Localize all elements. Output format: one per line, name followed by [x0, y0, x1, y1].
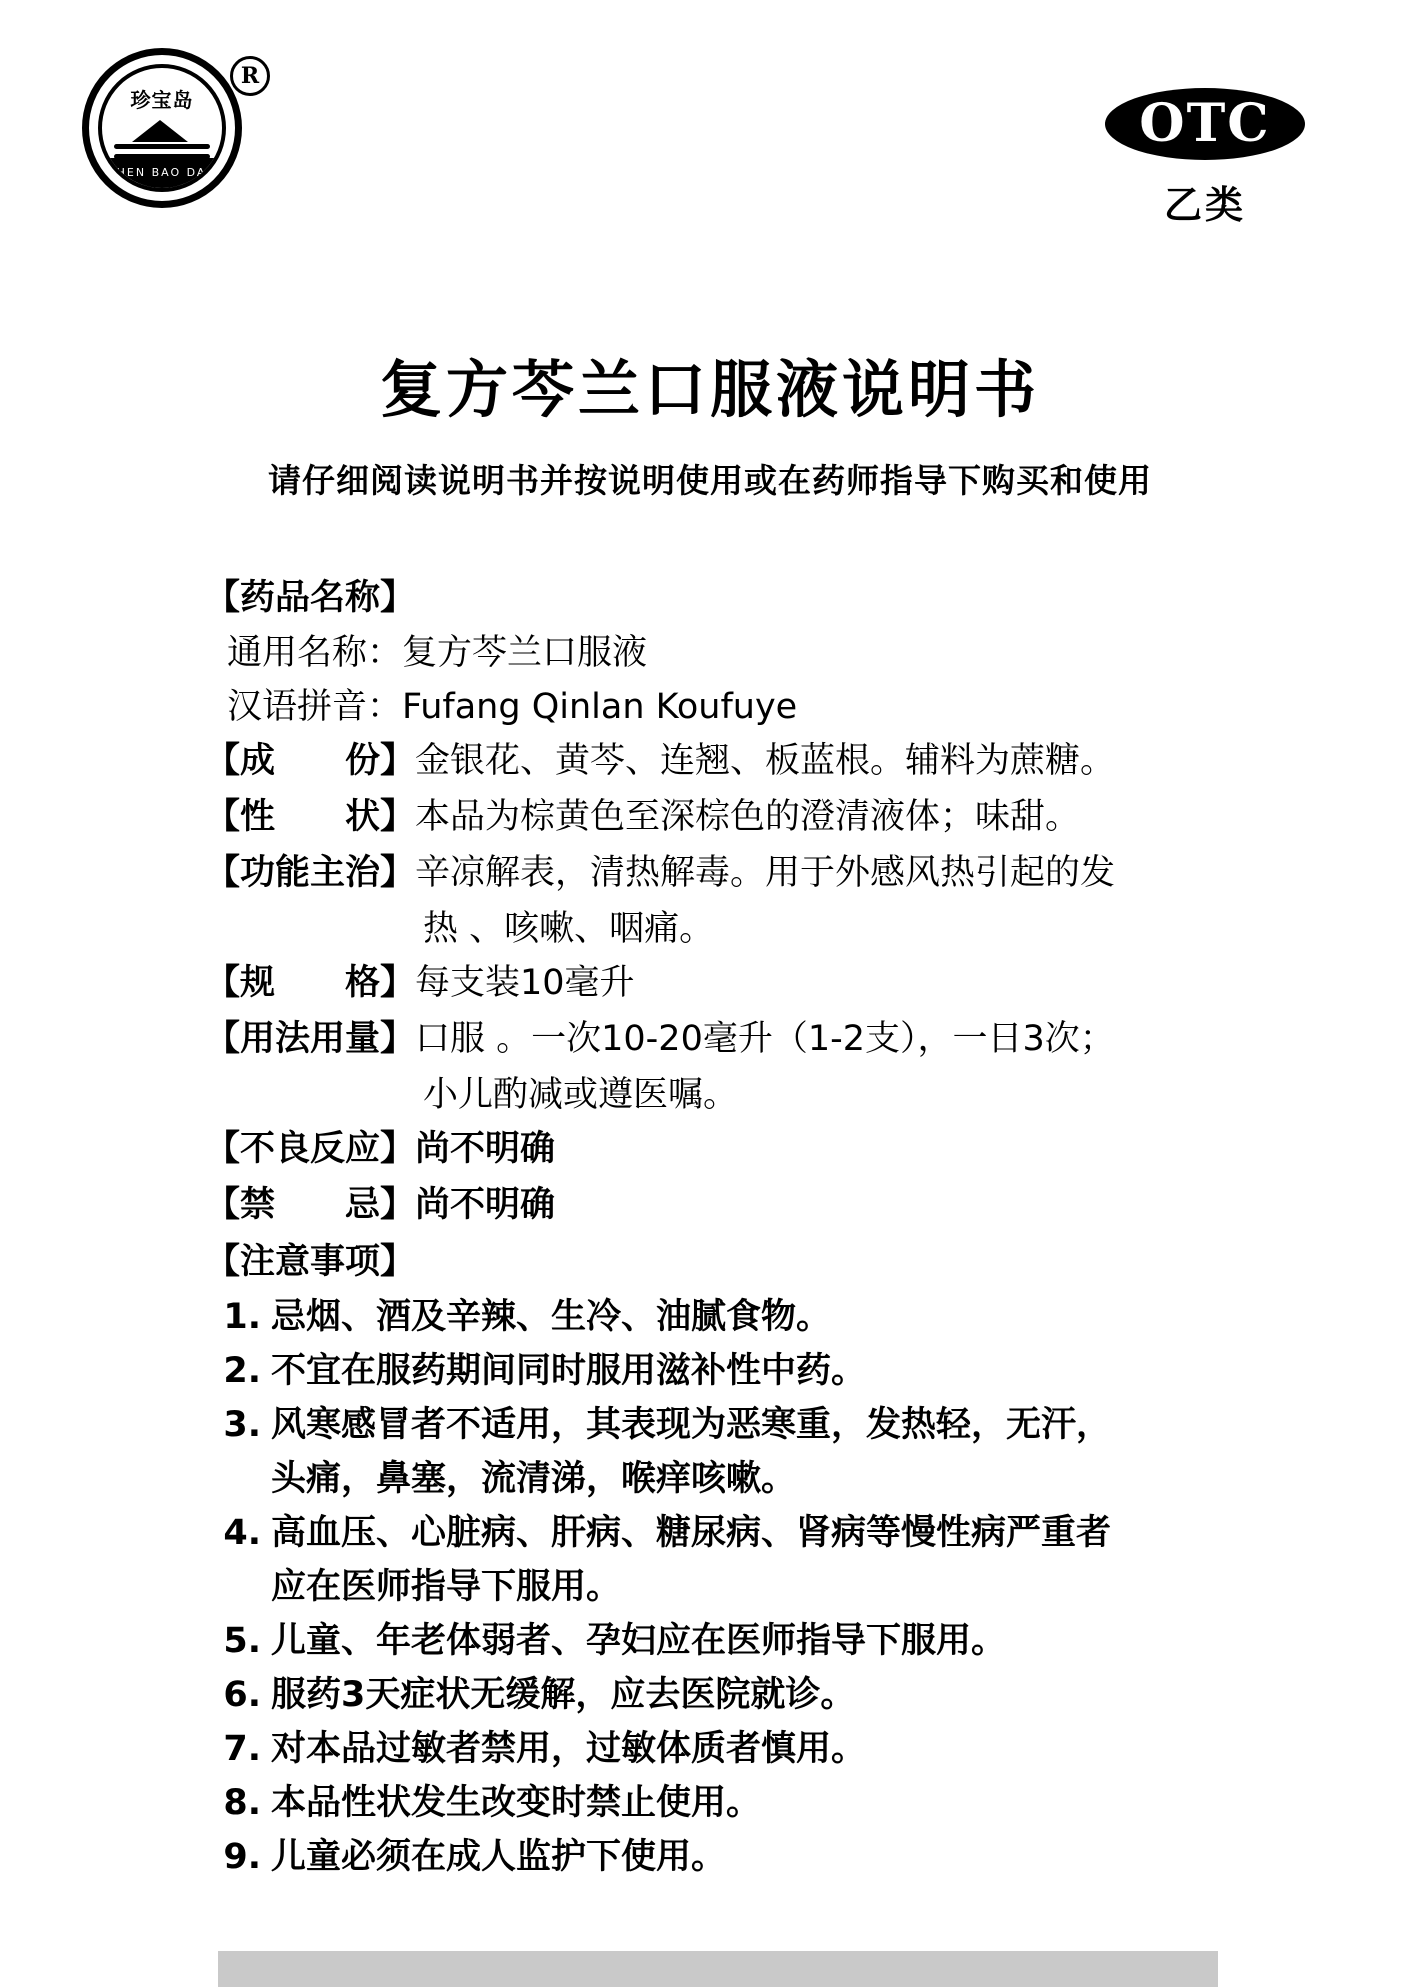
registered-trademark-icon: R — [230, 56, 270, 96]
section-specification — [205, 956, 1255, 1010]
list-item-text-line1: 风寒感冒者不适用，其表现为恶寒重，发热轻，无汗， — [271, 1405, 1112, 1445]
list-item — [205, 1830, 1255, 1884]
pinyin-row — [227, 680, 1255, 734]
generic-name-row — [227, 626, 1255, 680]
list-item-number: 9. — [223, 1837, 261, 1877]
ingredients-value: 金银花、黄芩、连翘、板蓝根。辅料为蔗糖。 — [415, 741, 1116, 781]
list-item-text: 儿童必须在成人监护下使用。 — [271, 1837, 727, 1877]
list-item-text: 不宜在服药期间同时服用滋补性中药。 — [271, 1351, 867, 1391]
section-precautions-label: 【注意事项】 — [205, 1242, 416, 1282]
indications-label: 【功能主治】 — [205, 853, 416, 893]
logo-brand-cn: 珍宝岛 — [130, 88, 194, 112]
list-item-text: 服药3天症状无缓解，应去医院就诊。 — [271, 1675, 856, 1715]
generic-name-value: 复方芩兰口服液 — [402, 633, 648, 673]
logo-mountain-wave-icon — [112, 120, 212, 160]
brand-logo — [82, 48, 262, 218]
otc-badge: OTC — [1105, 88, 1305, 160]
list-item-number: 2. — [223, 1351, 261, 1391]
list-item-text-line1: 高血压、心脏病、肝病、糖尿病、肾病等慢性病严重者 — [271, 1513, 1112, 1553]
pinyin-value: Fufang Qinlan Koufuye — [402, 687, 798, 727]
section-adverse-reactions — [205, 1122, 1255, 1176]
indications-value-line2: 热 、咳嗽、咽痛。 — [423, 909, 715, 949]
list-item-text: 忌烟、酒及辛辣、生冷、油腻食物。 — [271, 1297, 832, 1337]
indications-value: 辛凉解表，清热解毒。用于外感风热引起的发 — [415, 853, 1116, 893]
section-ingredients — [205, 734, 1255, 788]
list-item — [205, 1614, 1255, 1668]
properties-value: 本品为棕黄色至深棕色的澄清液体；味甜。 — [415, 797, 1081, 837]
list-item-text: 儿童、年老体弱者、孕妇应在医师指导下服用。 — [271, 1621, 1007, 1661]
adverse-label: 【不良反应】 — [205, 1129, 416, 1169]
properties-label: 【性 状】 — [205, 797, 416, 837]
list-item-number: 7. — [223, 1729, 261, 1769]
list-item-number: 4. — [223, 1513, 261, 1553]
precautions-list — [205, 1290, 1255, 1884]
document-header — [0, 0, 1420, 270]
list-item — [205, 1398, 1255, 1506]
list-item-text — [271, 1506, 1255, 1614]
adverse-value: 尚不明确 — [415, 1129, 556, 1169]
otc-class-label: 乙类 — [1163, 183, 1246, 227]
list-item-number: 8. — [223, 1783, 261, 1823]
specification-value: 每支装10毫升 — [415, 963, 635, 1003]
list-item-text-line2: 应在医师指导下服用。 — [271, 1567, 622, 1607]
section-contraindications — [205, 1178, 1255, 1232]
list-item-number: 3. — [223, 1405, 261, 1445]
list-item-number: 6. — [223, 1675, 261, 1715]
logo-inner-ring — [98, 64, 226, 192]
dosage-label: 【用法用量】 — [205, 1019, 416, 1059]
list-item — [205, 1722, 1255, 1776]
section-indications — [205, 846, 1255, 900]
page-subtitle: 请仔细阅读说明书并按说明使用或在药师指导下购买和使用 — [268, 461, 1152, 500]
list-item-number: 1. — [223, 1297, 261, 1337]
contraindications-label: 【禁 忌】 — [205, 1185, 416, 1225]
section-dosage — [205, 1012, 1255, 1066]
page-title: 复方芩兰口服液说明书 — [379, 353, 1040, 426]
list-item-text — [271, 1398, 1255, 1506]
list-item — [205, 1506, 1255, 1614]
leaflet-content — [205, 570, 1255, 1884]
pinyin-label: 汉语拼音： — [227, 687, 403, 727]
logo-brand-pinyin: ZHEN BAO DAO — [102, 158, 222, 188]
list-item-text: 对本品过敏者禁用，过敏体质者慎用。 — [271, 1729, 867, 1769]
list-item — [205, 1344, 1255, 1398]
section-drug-name-label: 【药品名称】 — [205, 578, 416, 618]
generic-name-label: 通用名称： — [227, 633, 403, 673]
section-properties — [205, 790, 1255, 844]
ingredients-label: 【成 份】 — [205, 741, 416, 781]
list-item — [205, 1776, 1255, 1830]
list-item-text: 本品性状发生改变时禁止使用。 — [271, 1783, 762, 1823]
list-item — [205, 1668, 1255, 1722]
list-item — [205, 1290, 1255, 1344]
dosage-value: 口服 。一次10-20毫升（1-2支），一日3次； — [415, 1019, 1115, 1059]
dosage-value-line2: 小儿酌减或遵医嘱。 — [423, 1075, 739, 1115]
list-item-text-line2: 头痛，鼻塞，流清涕，喉痒咳嗽。 — [271, 1459, 797, 1499]
footer-gray-bar — [218, 1951, 1218, 1987]
contraindications-value: 尚不明确 — [415, 1185, 556, 1225]
specification-label: 【规 格】 — [205, 963, 416, 1003]
otc-marker — [1095, 88, 1315, 229]
list-item-number: 5. — [223, 1621, 261, 1661]
